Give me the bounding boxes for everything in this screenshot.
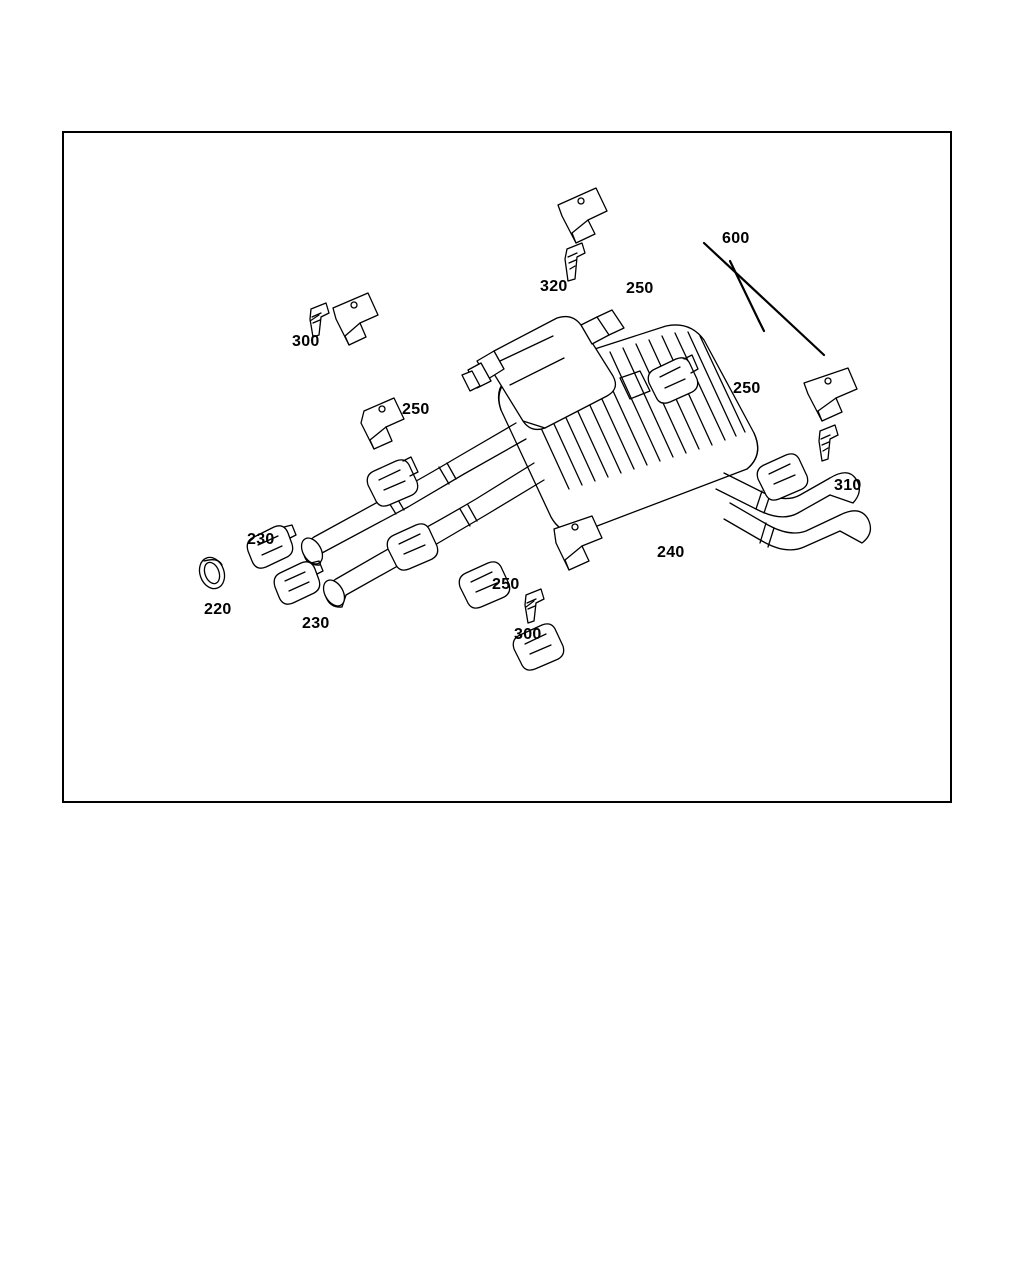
callout-220: 220 [204, 601, 232, 618]
callout-300-bottom: 300 [514, 626, 542, 643]
callout-250-right: 250 [733, 380, 761, 397]
bolt-310 [819, 425, 838, 461]
clamp-250-right [757, 454, 807, 500]
bolt-320 [565, 243, 585, 281]
callout-600: 600 [722, 230, 750, 247]
callout-250-bottom: 250 [492, 576, 520, 593]
callout-250-top: 250 [626, 280, 654, 297]
leader-line-600 [704, 243, 824, 355]
callout-240: 240 [657, 544, 685, 561]
bolt-300-left [310, 303, 329, 337]
callout-250-left: 250 [402, 401, 430, 418]
bracket-right [804, 368, 857, 421]
callout-230-upper: 230 [247, 531, 275, 548]
diagram-frame [62, 131, 952, 803]
callout-230-lower: 230 [302, 615, 330, 632]
callout-310: 310 [834, 477, 862, 494]
clamp-250-left [367, 457, 418, 506]
callout-300-left: 300 [292, 333, 320, 350]
bracket-upper-left [333, 293, 378, 345]
clamp-250-left-lower [387, 524, 437, 570]
gasket-220 [195, 554, 228, 592]
callout-320: 320 [540, 278, 568, 295]
exhaust-system-illustration [64, 133, 950, 801]
clamp-230-lower [274, 561, 323, 604]
bracket-mid-left [361, 398, 404, 449]
bracket-top-center [558, 188, 607, 243]
